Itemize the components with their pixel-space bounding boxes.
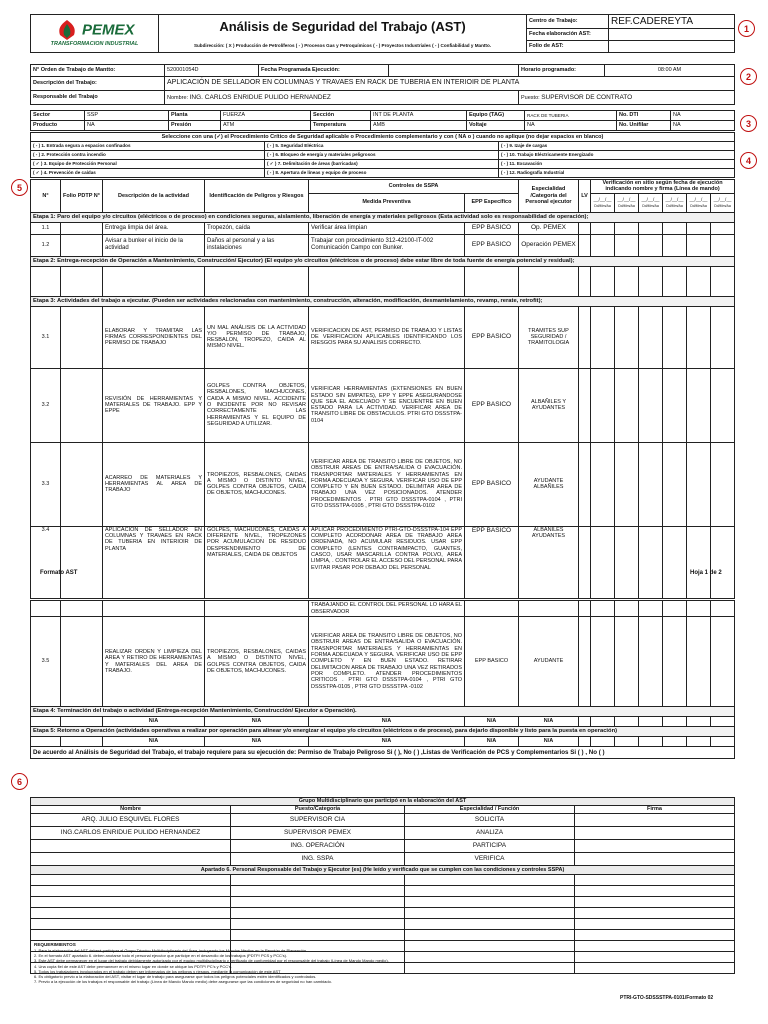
procedure-item[interactable]: ( ✓ ) 4. Prevención de caídas [31, 169, 265, 178]
table-row [31, 442, 735, 526]
form-code: PTRI-GTO-SDSSSTPA-0101/Formato 02 [620, 995, 714, 1001]
puesto-label: Puesto: [521, 94, 540, 101]
orden-value[interactable]: 520001054D [165, 65, 259, 77]
table-row [31, 853, 735, 866]
presion-label: Presión [169, 121, 221, 131]
etapa1-title: Etapa 1: Paro del equipo y/o circuitos (eléctricos o de proceso) en condiciones seguras, aislamiento, liberación de energía y materiales peligrosos (Esta actividad solo es responsabilidad de operación); [31, 212, 735, 222]
nodti-label: No. DTI [617, 111, 671, 121]
table-row [31, 368, 735, 442]
centro-value[interactable]: REF.CADEREYTA [609, 15, 735, 29]
row-desc: REVISIÓN DE HERRAMIENTAS Y MATERIALES DE TRABAJO. EPP Y EPPE [103, 368, 205, 442]
row-medida: VERIFICAR AREA DE TRANSITO LIBRE DE OBJETOS, NO OBSTRUIR AREAS DE ENTRA/SALIDA O EVACUACIÓN. TRASNPORTAR MATERIALES Y HERRAMIENTAS EN FORMA ADECUADA Y SEGURA. VERIFICAR USO DE EPP COMPLETO Y EN BUEN ESTADO. RETIRAR DELIMITACION AREA DE TRABAJO UNA VEZ RETIRADOS POR COMPLETO. ATENDER PROCEDIMIENTOS CRITICOS . PTRI GTO DSSSTPA-0104 , PTRI GTO DSSSTPA-0105 , PTRI GTO DSSSTPA -0102 [309, 617, 465, 707]
col-no: N° [31, 180, 61, 213]
col-especialidad: Especialidad /Categoría del Personal ejecutor [519, 180, 579, 213]
grupo-header-firma: Firma [575, 806, 735, 814]
grupo-nombre: ARQ. JULIO ESQUIVEL FLORES [31, 814, 231, 827]
row-ident: Daños al personal y a las instalaciones [205, 234, 309, 256]
requirement-item: 5. Todos los trabajadores involucrados en el trabajo deben ser informados de los peligros y riesgos, mediante la comunicación de este AST [34, 968, 281, 974]
row-epp: EPP BASICO [465, 442, 519, 526]
fecha-programada-label: Fecha Programada Ejecución: [259, 65, 389, 77]
grupo-nombre [31, 853, 231, 866]
na-cell: N/A [205, 717, 309, 727]
voltaje-label: Voltaje [467, 121, 525, 131]
procedure-item[interactable]: ( - ) 5. Seguridad Eléctrica [265, 142, 499, 151]
row-no: 1.2 [31, 234, 61, 256]
row-ident: GOLPES CONTRA OBJETOS, RESBALONES, MACHUCONES, CAIDA A MISMO NIVEL. ACCIDENTE O INCIDENTE POR NO REVISAR CORRECTAMENTE LAS HERRAMIENTAS Y EL EQUIPO DE SEGURIDAD A UTILIZAR. [205, 368, 309, 442]
col-verificacion: Verificación en sitio según fecha de ejecución indicando nombre y firma (Línea de mando) [591, 180, 735, 194]
row-esp: Operación PEMEX [519, 234, 579, 256]
row-desc: APLICACION DE SELLADOR EN COLUMNAS Y TRAVAES EN RACK DE TUBERIA EN INTERIOIR DE PLANTA [103, 526, 205, 598]
equipo-value[interactable]: RACK DE TUBERIA [525, 111, 617, 121]
col-identificacion: Identificación de Peligros y Riesgos [205, 180, 309, 213]
row-medida: VERIFICAR HERRAMIENTAS (EXTENSIONES EN BUEN ESTADO SIN EMPATES), EPP Y EPPE ASEGURANDOSE QUE SEA EL ADECUADO Y SE ENCUENTRE EN BUEN ESTADO PARA LA ACTIVIDAD. VERIFICAR AREA DE TRANSITO LIBRE DE OBSTACULOS. PTRI GTO DSSSTPA-0104 [309, 368, 465, 442]
na-cell: N/A [205, 737, 309, 747]
grupo-especialidad: PARTICIPA [405, 840, 575, 853]
col-lv: LV [579, 180, 591, 213]
row-epp: EPP BASICO [465, 617, 519, 707]
date-cell[interactable]: __/__/__ Dd/Mm/Aa [663, 193, 687, 212]
procedure-item[interactable]: ( - ) 1. Entrada segura a espacios confinados [31, 142, 265, 151]
row-desc: REALIZAR ORDEN Y LIMPIEZA DEL AREA Y RETIRO DE HERRAMIENTAS Y MATERIALES DEL AREA DE TRABAJO. [103, 617, 205, 707]
na-cell: N/A [103, 717, 205, 727]
requirement-item: 6. Es obligatorio previo a la elaboración del AST, visitar el lugar de trabajo para asegurarse que todos los peligros potenciales estén identificados y controlados. [34, 973, 317, 979]
na-cell: N/A [465, 737, 519, 747]
row-medida: VERIFICAR AREA DE TRANSITO LIBRE DE OBJETOS, NO OBSTRUIR AREAS DE ENTRA/SALIDA O EVACUACIÓN. TRASNPORTAR MATERIALES Y HERRAMIENTAS EN FORMA ADECUADA Y SEGURA. VERIFICAR USO DE EPP COMPLETO Y EN BUEN ESTADO. DELIMITAR AREA DE TRABAJO UNA VEZ POSICIONADOS. ATENDER PROCEDIMIENTOS . PTRI GTO DSSSTPA-0104 , PTRI GTO DSSSTPA-0105 , PTRI GTO DSSSTPA-0102 [309, 442, 465, 526]
row-epp: EPP BASICO [465, 234, 519, 256]
horario-value[interactable]: 08:00 AM [605, 65, 735, 77]
row-ident: Tropezón, caída [205, 222, 309, 234]
conclusion-line: De acuerdo al Análisis de Seguridad del Trabajo, el trabajo requiere para su ejecución de: Permiso de Trabajo Peligroso Si ( ), No ( ) ,Listas de Verificación de PCS y Complementarios Si ( ) , No ( ) [31, 747, 735, 759]
row-epp: EPP BASICO [465, 526, 519, 598]
nombre-value[interactable]: ING. CARLOS ENRIDUE PULIDO HERNANDEZ [189, 93, 331, 101]
row-ident: TROPIEZOS, RESBALONES, CAIDAS A MISMO O DISTINTO NIVEL, GOLPES CONTRA OBJETOS, CAIDA DE OBJETOS, MACHUCONES. [205, 442, 309, 526]
marker-3: 3 [740, 115, 757, 132]
centro-label: Centro de Trabajo: [527, 15, 609, 29]
grupo-puesto: SUPERVISOR PEMEX [231, 827, 405, 840]
date-cell[interactable]: __/__/__ Dd/Mm/Aa [687, 193, 711, 212]
pemex-logo-icon [54, 19, 80, 41]
brand-name: PEMEX [82, 21, 135, 39]
row-epp: EPP BASICO [465, 306, 519, 368]
requirements-block [34, 942, 594, 984]
fecha-elaboracion-label: Fecha elaboración AST: [527, 29, 609, 41]
procedure-item[interactable]: ( - ) 2. Protección contra incendio [31, 151, 265, 160]
col-controles: Controles de SSPA [309, 180, 519, 194]
etapa5-title: Etapa 5: Retorno a Operación (actividades operativas a realizar por operación para alinear y/o energizar el equipo y/o circuitos (eléctricos o de proceso), para dejarlo disponible y listo para la puesta en operación) [31, 727, 735, 737]
grupo-puesto: ING. SSPA [231, 853, 405, 866]
date-cell[interactable]: __/__/__ Dd/Mm/Aa [639, 193, 663, 212]
procedure-item[interactable]: ( - ) 11. Excavación [499, 160, 735, 169]
row-esp: ALBAÑILES AYUDANTES [519, 526, 579, 598]
procedure-item[interactable]: ( - ) 8. Apertura de líneas y equipo de proceso [265, 169, 499, 178]
horario-label: Horario programado: [519, 65, 605, 77]
etapa2-title: Etapa 2: Entrega-recepción de Operación a Mantenimiento, Construcción/ Ejecutor) (El equipo y/o circuitos (eléctricos o de proceso) debe estar libre de toda fuente de energía potencial y residual); [31, 256, 735, 266]
procedures-title: Seleccione con una (✓) el Procedimiento Crítico de Seguridad aplicable o Procedimiento complementario y con ( NA o ) cuando no aplique (no dejar espacios en blanco) [31, 133, 735, 142]
na-cell: N/A [309, 737, 465, 747]
row-esp: TRAMITES SUP SEGURIDAD / TRAMITOLOGIA [519, 306, 579, 368]
table-row [31, 526, 735, 598]
requirement-item: 1. Para la elaboración del AST deberá participar el Grupo Técnico Multidisciplinario del Área, incluyendo los Mandos Medios en la Reunión de Planeación. [34, 947, 308, 953]
row-desc: Avisar a bunker el inicio de la actividad [103, 234, 205, 256]
grupo-puesto: ING. OPERACIÓN [231, 840, 405, 853]
row-medida: APLICAR PROCEDIMIENTO PTRI-GTO-DSSSTPA-104 EPP COMPLETO ACORDONAR AREA DE TRABAJO AREA ORDENADA, NO ACUMULAR RESIDUOS. USAR EPP COMPLETO (LENTES CONTRAIMPACTO, GUANTES, CASCO, USAR MASCARILLA CONTRA POLVO, AREA LIMPIA, . CONTROLAR EL ACCESO DEL PERSONAL PARA EVITAR PASAR POR DEBAJO DEL PERSONAL [309, 526, 465, 598]
temperatura-value[interactable]: AMB [371, 121, 467, 131]
row-medida-continued: TRABAJANDO EL CONTROL DEL PERSONAL LO HARA EL OBSERVADOR [309, 601, 465, 617]
puesto-value[interactable]: SUPERVISOR DE CONTRATO [541, 93, 633, 101]
na-cell: N/A [519, 717, 579, 727]
na-cell: N/A [309, 717, 465, 727]
col-folio: Folio PDTP N° [61, 180, 103, 213]
folio-label: Folio de AST: [527, 41, 609, 53]
col-epp: EPP Específico [465, 193, 519, 212]
requirement-item: 7. Previo a la ejecución de los trabajos el responsable del trabajo (Línea de Mando Mando medio) debe asegurarse que las condiciones de seguridad no han cambiado. [34, 979, 332, 985]
row-desc: Entrega limpia del área. [103, 222, 205, 234]
presion-value[interactable]: ATM [221, 121, 311, 131]
sector-value[interactable]: SSP [85, 111, 169, 121]
ejecutor-row[interactable] [31, 908, 231, 919]
voltaje-value[interactable]: NA [525, 121, 617, 131]
nodti-value[interactable]: NA [671, 111, 735, 121]
row-no: 3.1 [31, 306, 61, 368]
row-medida: VERIFICACION DE AST, PERMISO DE TRABAJO Y LISTAS DE VERIFICACION APLICABLES IDENTIFICANDO LOS RIESGOS PARA SU ANALISIS CORRECTO. [309, 306, 465, 368]
apartado6-title: Apartado 6. Personal Responsable del Trabajo y Ejecutor (es) (He leído y verificado que se cumplen con las condiciones y controles SSPA) [31, 866, 735, 875]
row-epp: EPP BASICO [465, 222, 519, 234]
nombre-label: Nombre: [167, 94, 189, 101]
planta-label: Planta [169, 111, 221, 121]
producto-value[interactable]: NA [85, 121, 169, 131]
row-esp: AYUDANTE ALBAÑILES [519, 442, 579, 526]
table-row [31, 222, 735, 234]
logo-cell [31, 15, 159, 53]
fecha-programada-value[interactable] [389, 65, 519, 77]
grupo-firma[interactable] [575, 814, 735, 827]
marker-4: 4 [740, 152, 757, 169]
orden-label: N° Orden de Trabajo de Mantto: [31, 65, 165, 77]
procedure-item[interactable]: ( - ) 9. Izaje de cargas [499, 142, 735, 151]
temperatura-label: Temperatura [311, 121, 371, 131]
table-row [31, 840, 735, 853]
grupo-especialidad: ANALIZA [405, 827, 575, 840]
requirement-item: 3. Este AST debe permanecer en el lugar del trabajo debidamente autorizado por el equipo multidisciplinario y verificado de conformidad por el responsable del trabajo (Línea de Mando Mando medio). [34, 958, 389, 964]
grupo-header-especialidad: Especialidad / Función [405, 806, 575, 814]
row-esp: AYUDANTE [519, 617, 579, 707]
row-no: 3.2 [31, 368, 61, 442]
formato-label: Formato AST [40, 570, 78, 576]
seccion-value[interactable]: INT DE PLANTA [371, 111, 467, 121]
grupo-especialidad: SOLICITA [405, 814, 575, 827]
row-ident: TROPIEZOS, RESBALONES, CAIDAS A MISMO O DISTINTO NIVEL, GOLPES CONTRA OBJETOS, CAIDA DE OBJETOS, MACHUCONES. [205, 617, 309, 707]
na-cell: N/A [465, 717, 519, 727]
responsable-label: Responsable del Trabajo [31, 91, 165, 105]
procedure-item[interactable]: ( ✓ ) 3. Equipo de Protección Personal [31, 160, 265, 169]
row-medida: Trabajar con procedimiento 312-42100-IT-002 Comunicación Campo con Bunker. [309, 234, 465, 256]
unifilar-label: No. Unifilar [617, 121, 671, 131]
date-cell[interactable]: __/__/__ Dd/Mm/Aa [711, 193, 735, 212]
producto-label: Producto [31, 121, 85, 131]
row-no: 3.3 [31, 442, 61, 526]
procedure-item[interactable]: ( - ) 12. Radiografía Industrial [499, 169, 735, 178]
sector-label: Sector [31, 111, 85, 121]
orden-table [30, 64, 735, 105]
procedure-item[interactable]: ( ✓ ) 7. Delimitación de áreas (barricadas) [265, 160, 499, 169]
grupo-puesto: SUPERVISOR CIA [231, 814, 405, 827]
descripcion-value[interactable]: APLICACIÓN DE SELLADOR EN COLUMNAS Y TRAVAES EN RACK DE TUBERIA EN INTERIOIR DE PLANTA [165, 77, 735, 91]
procedures-table [30, 132, 735, 178]
seccion-label: Sección [311, 111, 371, 121]
grupo-header-nombre: Nombre [31, 806, 231, 814]
row-no: 3.5 [31, 617, 61, 707]
grupo-nombre: ING.CARLOS ENRIDUE PULIDO HERNANDEZ [31, 827, 231, 840]
ejecutor-row[interactable] [31, 930, 231, 941]
ejecutor-row[interactable] [31, 919, 231, 930]
activity-table [30, 179, 735, 599]
hoja-label: Hoja 1 de 2 [690, 570, 722, 576]
row-ident: UN MAL ANÁLISIS DE LA ACTIVIDAD Y/O PERMISO DE TRABAJO, RESBALON, TROPEZO, CAIDA AL MISMO NIVEL. [205, 306, 309, 368]
descripcion-label: Descripción del Trabajo: [31, 77, 165, 91]
row-epp: EPP BASICO [465, 368, 519, 442]
table-row [31, 306, 735, 368]
etapa3-title: Etapa 3: Actividades del trabajo a ejecutar. (Pueden ser actividades relacionadas con mantenimiento, construcción, alteración, modificación, desmantelamiento, revamp, rerate, retrofit); [31, 296, 735, 306]
table-row [31, 827, 735, 840]
etapa4-title: Etapa 4: Terminación del trabajo o actividad (Entrega-recepción Mantenimiento, Construcción/ Ejecutor a Operación). [31, 707, 735, 717]
na-cell: N/A [103, 737, 205, 747]
marker-5: 5 [11, 179, 28, 196]
ejecutor-row[interactable] [31, 886, 231, 897]
col-medida: Medida Preventiva [309, 193, 465, 212]
grupo-firma[interactable] [575, 827, 735, 840]
fecha-elaboracion-value[interactable] [609, 29, 735, 41]
subdivision-line: Subdirección: ( X ) Producción de Petrolíferos ( - ) Procesos Gas y Petroquímicos ( - ) Proyectos Industriales ( - ) Confiabilidad y Mantto. [193, 43, 492, 49]
marker-1: 1 [738, 20, 755, 37]
date-cell[interactable]: __/__/__ Dd/Mm/Aa [591, 193, 615, 212]
procedure-item[interactable]: ( - ) 6. Bloqueo de energía y materiales peligrosos [265, 151, 499, 160]
requirement-item: 2. En el formato AST apartado 6. deben anotarse todo el personal ejecutor que participe en el desarrollo de los trabajos (PDTP/ PCS y PCC's). [34, 953, 288, 959]
planta-value[interactable]: FUERZA [221, 111, 311, 121]
row-desc: ELABORAR Y TRAMITAR LAS FIRMAS CORRESPONDIENTES DEL PERMISO DE TRABAJO [103, 306, 205, 368]
row-esp: ALBAÑILES Y AYUDANTES [519, 368, 579, 442]
grupo-nombre [31, 840, 231, 853]
header-table [30, 14, 735, 53]
row-esp: Op. PEMEX [519, 222, 579, 234]
activity-table-continued [30, 600, 735, 759]
table-row [31, 234, 735, 256]
grupo-firma[interactable] [575, 840, 735, 853]
grupo-especialidad: VERIFICA [405, 853, 575, 866]
ejecutor-row[interactable] [31, 897, 231, 908]
procedure-item[interactable]: ( - ) 10. Trabajo Eléctricamente Energizado [499, 151, 735, 160]
row-desc: ACARREO DE MATERIALES Y HERRAMIENTAS AL AREA DE TRABAJO [103, 442, 205, 526]
date-cell[interactable]: __/__/__ Dd/Mm/Aa [615, 193, 639, 212]
equipo-label: Equipo (TAG) [467, 111, 525, 121]
ejecutor-row[interactable] [31, 875, 231, 886]
row-no: 3.4 [31, 526, 61, 598]
brand-subtitle: TRANSFORMACION INDUSTRIAL [50, 41, 139, 48]
unifilar-value[interactable]: NA [671, 121, 735, 131]
folio-value[interactable] [609, 41, 735, 53]
table-row [31, 814, 735, 827]
table-row [31, 617, 735, 707]
grupo-header-puesto: Puesto/Categoría [231, 806, 405, 814]
row-ident: GOLPES, MACHUCONES, CAIDAS A DIFERENTE NIVEL, TROPEZONES POR ACUMULACION DE RESIDUO DESPRENDIMIENTO DE MATERIALES, CAIDA DE OBJETOS [205, 526, 309, 598]
marker-6: 6 [11, 773, 28, 790]
marker-2: 2 [740, 68, 757, 85]
requirements-title: REQUERIMIENTOS [34, 942, 76, 947]
row-no: 1.1 [31, 222, 61, 234]
grupo-title: Grupo Multidisciplinario que participó en la elaboración del AST [31, 798, 735, 806]
col-descripcion: Descripción de la actividad [103, 180, 205, 213]
row-medida: Verificar área limpian [309, 222, 465, 234]
location-table [30, 110, 735, 131]
page-title: Análisis de Seguridad del Trabajo (AST) [219, 19, 466, 35]
requirement-item: 4. Una copia fiel de este AST debe permanecer en el mismo lugar en donde se ubique los PDTP/ PC's y PCC's. [34, 963, 233, 969]
grupo-firma[interactable] [575, 853, 735, 866]
na-cell: N/A [519, 737, 579, 747]
